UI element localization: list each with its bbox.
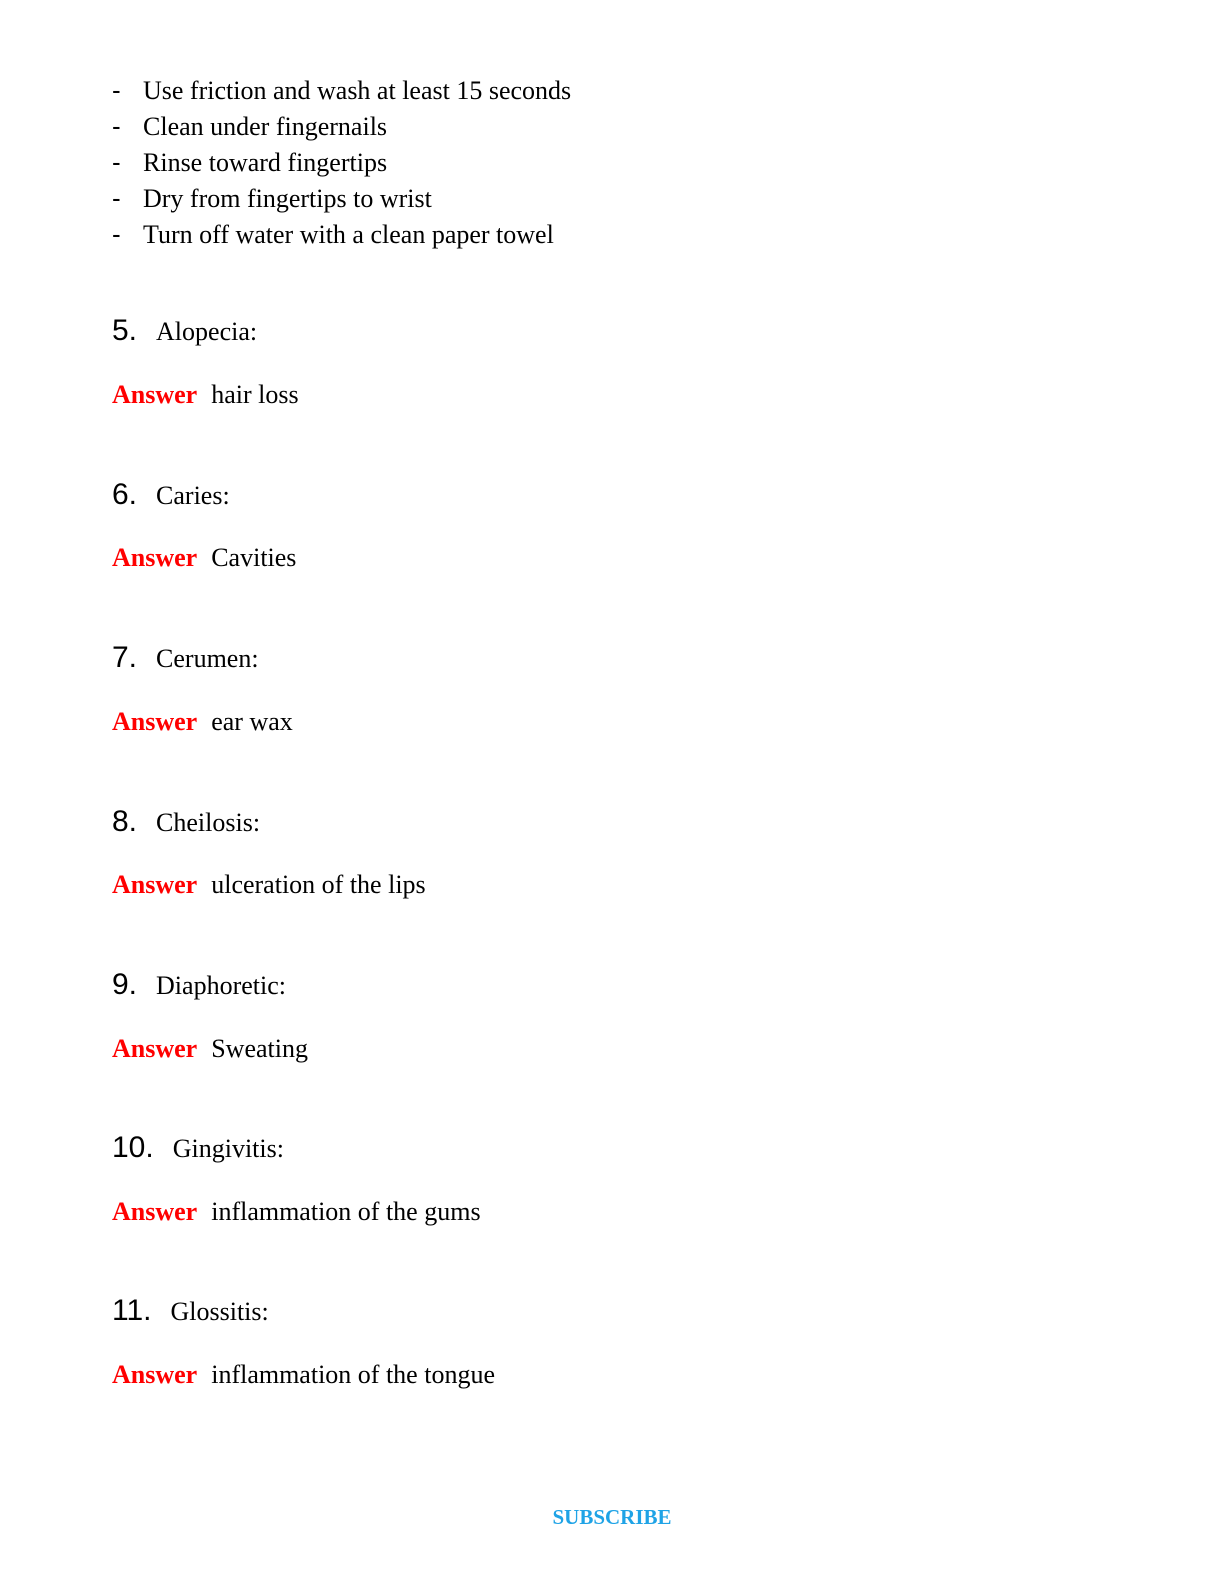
question-term: Diaphoretic: — [156, 971, 286, 1000]
question-term: Caries: — [156, 481, 230, 510]
question-term: Gingivitis: — [172, 1134, 284, 1163]
answer-label: Answer — [112, 380, 198, 409]
list-item-text: Use friction and wash at least 15 seconds — [143, 76, 572, 105]
bullet-dash: - — [112, 219, 121, 249]
question-term: Alopecia: — [156, 317, 258, 346]
list-item-text: Clean under fingernails — [143, 112, 388, 141]
bullet-dash: - — [112, 111, 121, 141]
answer-text: hair loss — [211, 380, 299, 409]
question-number: 5. — [112, 314, 138, 347]
answer-text: inflammation of the gums — [211, 1197, 481, 1226]
subscribe-link[interactable]: SUBSCRIBE — [552, 1505, 672, 1529]
bullet-dash: - — [112, 183, 121, 213]
question-11 — [112, 1293, 269, 1330]
list-item — [112, 72, 571, 108]
answer-label: Answer — [112, 1360, 198, 1389]
list-item-text: Dry from fingertips to wrist — [143, 184, 432, 213]
question-7 — [112, 640, 259, 677]
question-10 — [112, 1130, 284, 1167]
question-term: Cerumen: — [156, 644, 259, 673]
question-number: 10. — [112, 1131, 154, 1164]
answer-label: Answer — [112, 1034, 198, 1063]
answer-5 — [112, 377, 299, 413]
answer-text: Cavities — [211, 543, 297, 572]
bullet-dash: - — [112, 75, 121, 105]
answer-9 — [112, 1031, 308, 1067]
list-item-text: Turn off water with a clean paper towel — [143, 220, 554, 249]
list-item — [112, 108, 571, 144]
question-9 — [112, 967, 286, 1004]
answer-text: ulceration of the lips — [211, 870, 426, 899]
list-item-text: Rinse toward fingertips — [143, 148, 388, 177]
answer-11 — [112, 1357, 495, 1393]
question-term: Glossitis: — [170, 1297, 269, 1326]
question-term: Cheilosis: — [156, 808, 261, 837]
answer-label: Answer — [112, 543, 198, 572]
question-number: 11. — [112, 1294, 152, 1327]
answer-text: inflammation of the tongue — [211, 1360, 495, 1389]
question-5 — [112, 313, 257, 350]
question-8 — [112, 804, 260, 841]
bullet-dash: - — [112, 147, 121, 177]
answer-7 — [112, 704, 293, 740]
question-number: 7. — [112, 641, 138, 674]
answer-10 — [112, 1194, 481, 1230]
question-number: 6. — [112, 478, 138, 511]
answer-label: Answer — [112, 1197, 198, 1226]
question-number: 8. — [112, 805, 138, 838]
answer-label: Answer — [112, 870, 198, 899]
answer-text: Sweating — [211, 1034, 308, 1063]
answer-8 — [112, 867, 426, 903]
list-item — [112, 144, 571, 180]
handwashing-steps-list — [112, 72, 571, 252]
list-item — [112, 180, 571, 216]
question-number: 9. — [112, 968, 138, 1001]
answer-6 — [112, 540, 296, 576]
answer-text: ear wax — [211, 707, 293, 736]
question-6 — [112, 477, 230, 514]
list-item — [112, 216, 571, 252]
answer-label: Answer — [112, 707, 198, 736]
